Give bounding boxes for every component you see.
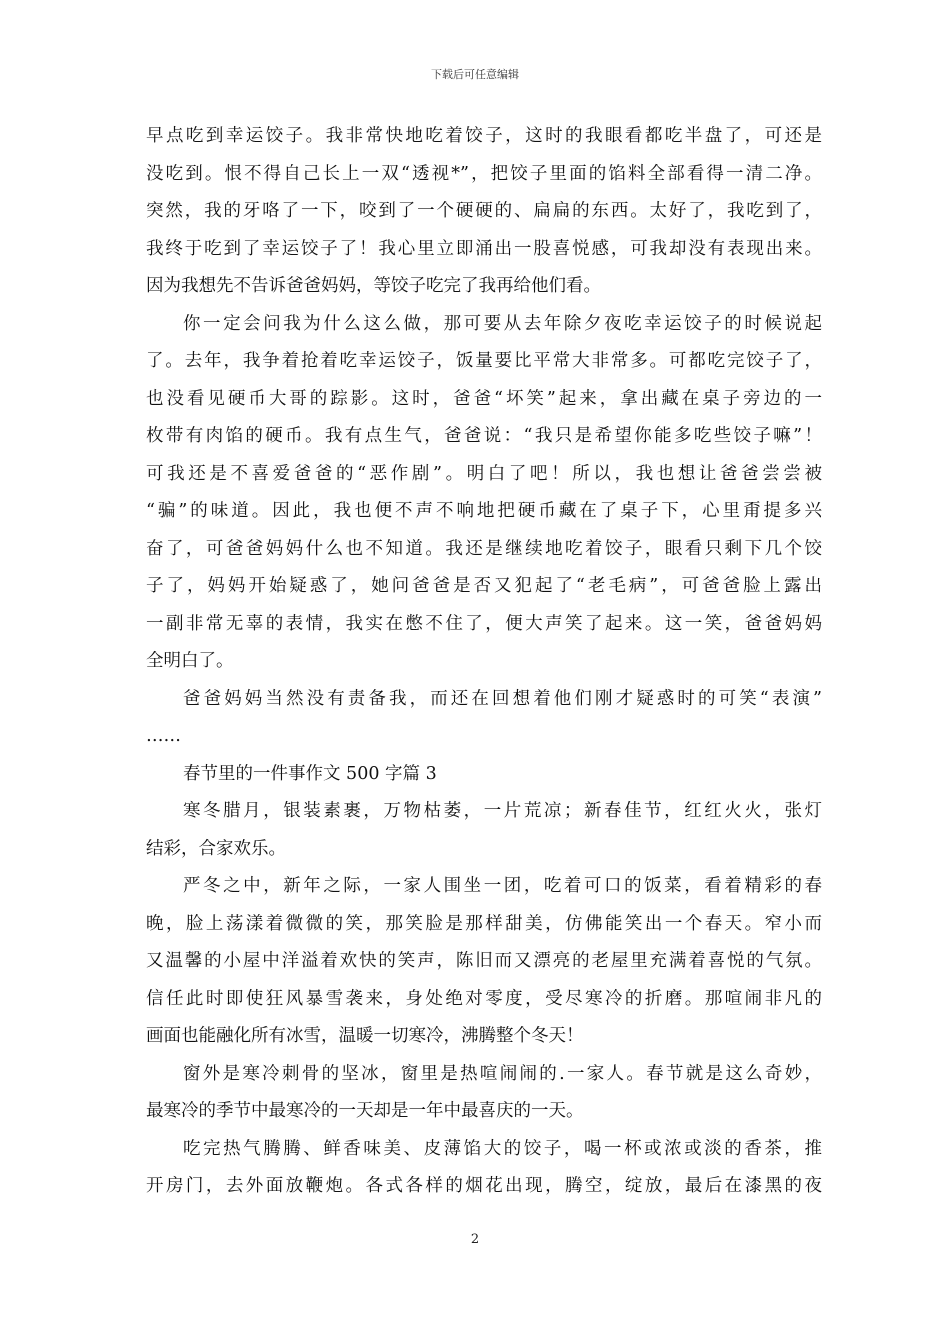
text-line: …… bbox=[146, 726, 181, 746]
text-line: 子了，妈妈开始疑惑了，她问爸爸是否又犯起了“老毛病”，可爸爸脸上露出 bbox=[146, 576, 822, 596]
text-line: 晚，脸上荡漾着微微的笑，那笑脸是那样甜美，仿佛能笑出一个春天。窄小而 bbox=[146, 913, 822, 934]
page-header: 下载后可任意编辑 bbox=[431, 68, 519, 81]
text-line: 结彩，合家欢乐。 bbox=[146, 838, 286, 859]
text-line: 早点吃到幸运饺子。我非常快地吃着饺子，这时的我眼看都吃半盘了，可还是 bbox=[146, 126, 822, 146]
text-line: 也没看见硬币大哥的踪影。这时，爸爸“坏笑”起来，拿出藏在桌子旁边的一 bbox=[146, 388, 822, 409]
text-line: 又温馨的小屋中洋溢着欢快的笑声，陈旧而又漂亮的老屋里充满着喜悦的气氛。 bbox=[146, 951, 822, 971]
text-line: 窗外是寒冷刺骨的坚冰，窗里是热喧闹闹的.一家人。春节就是这么奇妙， bbox=[183, 1063, 822, 1084]
text-line: 你一定会问我为什么这么做，那可要从去年除夕夜吃幸运饺子的时候说起 bbox=[183, 313, 822, 334]
text-line: 信任此时即使狂风暴雪袭来，身处绝对零度，受尽寒冷的折磨。那喧闹非凡的 bbox=[146, 988, 822, 1009]
text-line: 春节里的一件事作文 500 字篇 3 bbox=[183, 763, 437, 784]
text-line: 我终于吃到了幸运饺子了！我心里立即涌出一股喜悦感，可我却没有表现出来。 bbox=[146, 238, 822, 259]
text-line: 因为我想先不告诉爸爸妈妈，等饺子吃完了我再给他们看。 bbox=[146, 276, 601, 296]
text-line: 吃完热气腾腾、鲜香味美、皮薄馅大的饺子，喝一杯或浓或淡的香茶，推 bbox=[183, 1138, 822, 1159]
page-number: 2 bbox=[470, 1232, 480, 1247]
text-line: 奋了，可爸爸妈妈什么也不知道。我还是继续地吃着饺子，眼看只剩下几个饺 bbox=[146, 538, 822, 559]
document-body bbox=[146, 118, 822, 1206]
text-line: 突然，我的牙咯了一下，咬到了一个硬硬的、扁扁的东西。太好了，我吃到了， bbox=[146, 201, 822, 221]
text-line: 寒冬腊月，银装素裹，万物枯萎，一片荒凉；新春佳节，红红火火，张灯 bbox=[183, 801, 822, 821]
text-line: 全明白了。 bbox=[146, 651, 234, 671]
text-line: 爸爸妈妈当然没有责备我，而还在回想着他们刚才疑惑时的可笑“表演” bbox=[183, 688, 822, 709]
text-line: 了。去年，我争着抢着吃幸运饺子，饭量要比平常大非常多。可都吃完饺子了， bbox=[146, 351, 822, 371]
text-line: 开房门，去外面放鞭炮。各式各样的烟花出现，腾空，绽放，最后在漆黑的夜 bbox=[146, 1176, 822, 1196]
text-line: 画面也能融化所有冰雪，温暖一切寒冷，沸腾整个冬天！ bbox=[146, 1026, 584, 1046]
text-line: “骗”的味道。因此，我也便不声不响地把硬币藏在了桌子下，心里甭提多兴 bbox=[146, 501, 822, 521]
text-line: 一副非常无辜的表情，我实在憋不住了，便大声笑了起来。这一笑，爸爸妈妈 bbox=[146, 613, 822, 634]
text-line: 枚带有肉馅的硬币。我有点生气，爸爸说：“我只是希望你能多吃些饺子嘛”！ bbox=[146, 426, 822, 446]
text-line: 可我还是不喜爱爸爸的“恶作剧”。明白了吧！所以，我也想让爸爸尝尝被 bbox=[146, 463, 822, 484]
text-line: 严冬之中，新年之际，一家人围坐一团，吃着可口的饭菜，看着精彩的春 bbox=[183, 876, 822, 896]
text-line: 最寒冷的季节中最寒冷的一天却是一年中最喜庆的一天。 bbox=[146, 1101, 584, 1121]
text-line: 没吃到。恨不得自己长上一双“透视*”，把饺子里面的馅料全部看得一清二净。 bbox=[146, 163, 822, 184]
